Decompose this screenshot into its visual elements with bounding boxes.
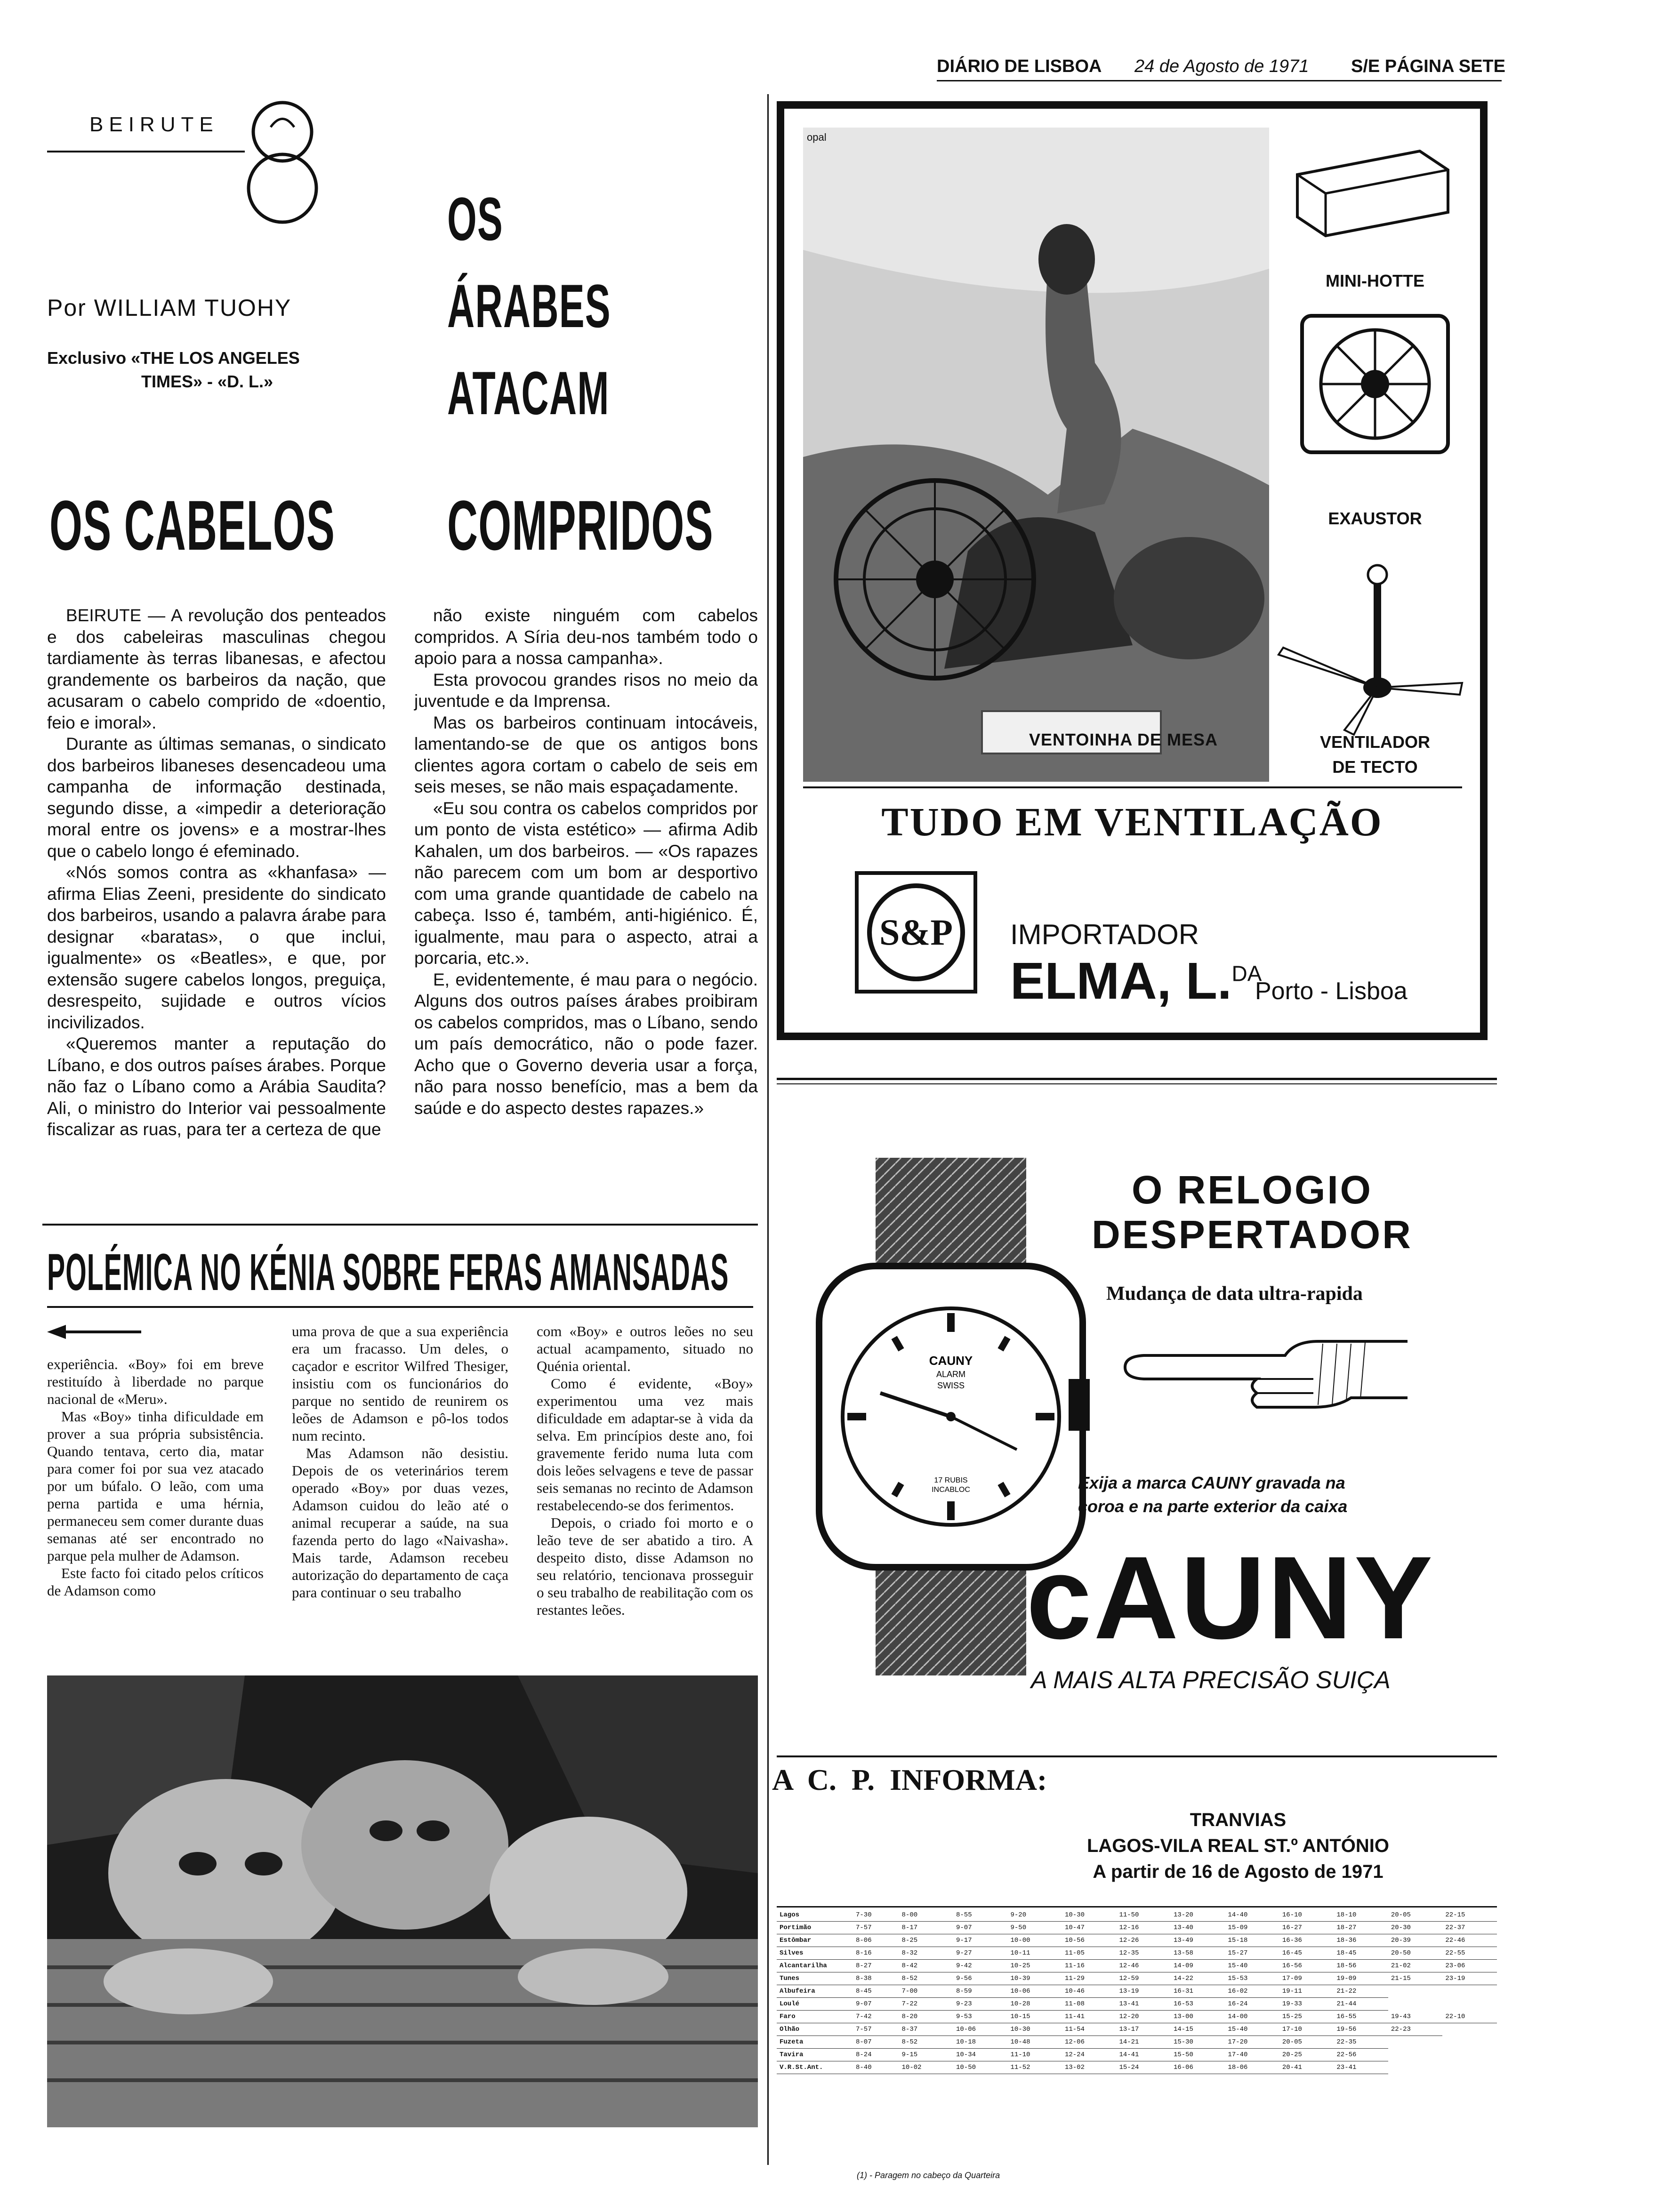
departure-time: 15-24 xyxy=(1116,2061,1170,2074)
paragraph: Como é evidente, «Boy» experimentou uma vez mais dificuldade em adaptar-se à vida da selva. Em princípios deste ano, foi gravemente ferido numa luta com dois leões selvagens e teve de passar seis semanas no recinto de Adamson restabelecendo-se dos ferimentos. xyxy=(537,1375,753,1514)
timetable-row xyxy=(777,2061,1497,2074)
departure-time: 10-39 xyxy=(1007,1972,1062,1985)
article1-column-2 xyxy=(414,605,758,1119)
headline-line-arabes: ÁRABES xyxy=(447,272,611,340)
departure-time: 8-06 xyxy=(853,1934,899,1947)
timetable-footnote: (1) - Paragem no cabeço da Quarteira xyxy=(857,2171,1000,2180)
departure-time: 7-57 xyxy=(853,2023,899,2036)
exaustor-icon xyxy=(1293,306,1457,462)
departure-time: 15-09 xyxy=(1225,1922,1279,1934)
departure-time: 14-21 xyxy=(1116,2036,1170,2049)
departure-time: 13-58 xyxy=(1171,1947,1225,1960)
timetable-grid xyxy=(777,1909,1497,2074)
paragraph: Mas os barbeiros continuam intocáveis, lamentando-se de que os antigos bons clientes agora cortam o cabelo de seis em seis meses, se não mais espaçadamente. xyxy=(414,713,758,796)
departure-time: 12-35 xyxy=(1116,1947,1170,1960)
headline-kenia: POLÉMICA NO KÉNIA SOBRE FERAS AMANSADAS xyxy=(47,1243,729,1301)
watch-instruction-1: Exija a marca CAUNY gravada na xyxy=(1078,1473,1345,1492)
departure-time: 19-33 xyxy=(1279,1998,1334,2011)
acp-line-date: A partir de 16 de Agosto de 1971 xyxy=(1093,1861,1384,1882)
departure-time: 10-11 xyxy=(1007,1947,1062,1960)
departure-time: 16-55 xyxy=(1334,2011,1388,2023)
departure-time: 7-00 xyxy=(899,1985,953,1998)
station-name: Loulé xyxy=(777,1998,853,2011)
paragraph: Durante as últimas semanas, o sindicato dos barbeiros libaneses desencadeou uma campanha de informação destinada, segundo disse, a «impedir a deterioração moral entre os jovens» e a mostrar-lhes que o cabelo longo é efeminado. xyxy=(47,734,386,861)
timetable-top-rule xyxy=(777,1906,1497,1907)
importer-label: IMPORTADOR xyxy=(1010,919,1199,950)
cauny-tagline: A MAIS ALTA PRECISÃO SUIÇA xyxy=(1031,1667,1391,1694)
departure-time: 7-30 xyxy=(853,1909,899,1922)
issue-date: 24 de Agosto de 1971 xyxy=(1134,56,1309,76)
mini-hotte-icon xyxy=(1288,142,1457,240)
timetable-row xyxy=(777,2049,1497,2061)
departure-time: 9-50 xyxy=(1007,1922,1062,1934)
product-label-exaustor: EXAUSTOR xyxy=(1328,509,1422,528)
company-text: ELMA, L. xyxy=(1010,952,1232,1010)
departure-time: 8-45 xyxy=(853,1985,899,1998)
article2-column-3 xyxy=(537,1322,753,1619)
departure-time: 22-46 xyxy=(1442,1934,1497,1947)
headline-os-cabelos: OS CABELOS xyxy=(49,486,336,565)
station-name: Tavira xyxy=(777,2049,853,2061)
station-name: Olhão xyxy=(777,2023,853,2036)
departure-time: 12-59 xyxy=(1116,1972,1170,1985)
departure-time: 17-10 xyxy=(1279,2023,1334,2036)
departure-time: 19-56 xyxy=(1334,2023,1388,2036)
departure-time: 16-56 xyxy=(1279,1960,1334,1972)
departure-time: 21-15 xyxy=(1388,1972,1442,1985)
departure-time: 9-23 xyxy=(953,1998,1007,2011)
dial-line-rubis: 17 RUBIS xyxy=(934,1476,968,1484)
cauny-brand: cAUNY xyxy=(1026,1532,1435,1663)
product-label-ventilador: VENTILADOR xyxy=(1320,732,1430,752)
departure-time: 8-52 xyxy=(899,2036,953,2049)
paper-name: DIÁRIO DE LISBOA xyxy=(937,56,1102,76)
departure-time: 8-27 xyxy=(853,1960,899,1972)
departure-time: 10-30 xyxy=(1007,2023,1062,2036)
departure-time: 10-00 xyxy=(1007,1934,1062,1947)
timetable-row xyxy=(777,1922,1497,1934)
paragraph: Mas Adamson não desistiu. Depois de os veterinários terem operado «Boy» por duas vezes, Adamson cuidou do leão até o animal recuperar a saúde, na sua fazenda perto do lago «Naivasha». Mais tarde, Adamson recebeu autorização do departamento de caça para continuar o seu trabalho xyxy=(292,1445,508,1601)
departure-time: 11-52 xyxy=(1007,2061,1062,2074)
station-name: Tunes xyxy=(777,1972,853,1985)
dateline-rule xyxy=(47,151,245,152)
departure-time: 10-06 xyxy=(953,2023,1007,2036)
lion-cubs-photo xyxy=(47,1675,758,2127)
timetable-row xyxy=(777,1972,1497,1985)
departure-time: 13-19 xyxy=(1116,1985,1170,1998)
departure-time: 21-02 xyxy=(1388,1960,1442,1972)
right-column-rule-3 xyxy=(777,1755,1497,1757)
station-name: Albufeira xyxy=(777,1985,853,1998)
paragraph: Esta provocou grandes risos no meio da juventude e da Imprensa. xyxy=(414,670,758,711)
station-name: Alcantarilha xyxy=(777,1960,853,1972)
column-divider-main xyxy=(767,94,769,2165)
ad-slogan: TUDO EM VENTILAÇÃO xyxy=(881,799,1383,844)
departure-time: 22-23 xyxy=(1388,2023,1442,2036)
page-number: S/E PÁGINA SETE xyxy=(1351,56,1505,76)
departure-time: 11-08 xyxy=(1062,1998,1116,2011)
departure-time: 13-40 xyxy=(1171,1922,1225,1934)
paragraph: não existe ninguém com cabelos compridos. A Síria deu-nos também todo o apoio para a nossa campanha». xyxy=(414,606,758,668)
ad-photo-caption: VENTOINHA DE MESA xyxy=(1029,730,1218,749)
departure-time: 17-40 xyxy=(1225,2049,1279,2061)
acp-line-tranvias: TRANVIAS xyxy=(1190,1810,1287,1830)
timetable-row xyxy=(777,1985,1497,1998)
departure-time: 18-27 xyxy=(1334,1922,1388,1934)
station-name: Silves xyxy=(777,1947,853,1960)
departure-time: 8-55 xyxy=(953,1909,1007,1922)
article2-column-1 xyxy=(47,1355,264,1599)
departure-time: 8-42 xyxy=(899,1960,953,1972)
station-name: Portimão xyxy=(777,1922,853,1934)
departure-time: 11-16 xyxy=(1062,1960,1116,1972)
timetable-row xyxy=(777,1947,1497,1960)
departure-time: 16-02 xyxy=(1225,1985,1279,1998)
departure-time: 8-37 xyxy=(899,2023,953,2036)
departure-time: 11-10 xyxy=(1007,2049,1062,2061)
exclusive-line-2: TIMES» - «D. L.» xyxy=(141,372,273,391)
departure-time: 18-56 xyxy=(1334,1960,1388,1972)
departure-time: 8-17 xyxy=(899,1922,953,1934)
watch-instruction-2: coroa e na parte exterior da caixa xyxy=(1078,1497,1348,1516)
departure-time: 16-45 xyxy=(1279,1947,1334,1960)
departure-time: 10-15 xyxy=(1007,2011,1062,2023)
departure-time: 15-25 xyxy=(1279,2011,1334,2023)
departure-time: 9-53 xyxy=(953,2011,1007,2023)
paragraph: «Nós somos contra as «khanfasa» — afirma Elias Zeeni, presidente do sindicato dos barbeiros, usando a palavra árabe para designar «baratas», o que inclui, igualmente» os «Beatles», e que, por extensão sugere cabelos longos, preguiça, desrespeito, sujidade e outros vícios incivilizados. xyxy=(47,863,386,1032)
departure-time: 14-00 xyxy=(1225,2011,1279,2023)
watch-title-2: DESPERTADOR xyxy=(1092,1212,1413,1257)
departure-time: 14-41 xyxy=(1116,2049,1170,2061)
departure-time: 11-50 xyxy=(1116,1909,1170,1922)
acp-line-route: LAGOS-VILA REAL ST.º ANTÓNIO xyxy=(1086,1835,1390,1856)
departure-time: 22-37 xyxy=(1442,1922,1497,1934)
departure-time: 13-20 xyxy=(1171,1909,1225,1922)
departure-time: 19-11 xyxy=(1279,1985,1334,1998)
ad-photo-woman-fan xyxy=(803,128,1269,782)
departure-time: 20-25 xyxy=(1279,2049,1334,2061)
product-label-de-tecto: DE TECTO xyxy=(1332,757,1418,777)
departure-time: 18-45 xyxy=(1334,1947,1388,1960)
exclusive-line-1: Exclusivo «THE LOS ANGELES xyxy=(47,348,300,368)
departure-time: 18-06 xyxy=(1225,2061,1279,2074)
departure-time: 10-25 xyxy=(1007,1960,1062,1972)
departure-time: 21-22 xyxy=(1334,1985,1388,1998)
article2-column-2 xyxy=(292,1322,508,1601)
departure-time: 21-44 xyxy=(1334,1998,1388,2011)
paragraph: uma prova de que a sua experiência era um fracasso. Um deles, o caçador e escritor Wilfred Thesiger, insistiu com os funcionários do parque no sentido de reunirem os leões de Adamson e pô-los todos num recinto. xyxy=(292,1323,508,1444)
ceiling-fan-icon xyxy=(1269,561,1467,739)
dateline-text: BEIRUTE xyxy=(89,113,219,136)
departure-time: 18-10 xyxy=(1334,1909,1388,1922)
paragraph: Este facto foi citado pelos críticos de Adamson como xyxy=(47,1565,264,1599)
departure-time: 23-41 xyxy=(1334,2061,1388,2074)
departure-time: 10-06 xyxy=(1007,1985,1062,1998)
headline-line-atacam: ATACAM xyxy=(447,359,610,427)
departure-time: 13-17 xyxy=(1116,2023,1170,2036)
pointing-hand-icon xyxy=(1116,1322,1408,1417)
sp-logo-circle xyxy=(867,883,965,981)
departure-time: 16-06 xyxy=(1171,2061,1225,2074)
headline-underline xyxy=(47,1306,753,1308)
departure-time: 10-18 xyxy=(953,2036,1007,2049)
departure-time: 8-25 xyxy=(899,1934,953,1947)
station-name: Lagos xyxy=(777,1909,853,1922)
departure-time: 9-20 xyxy=(1007,1909,1062,1922)
sp-logo-text: S&P xyxy=(879,912,953,953)
departure-time: 12-06 xyxy=(1062,2036,1116,2049)
departure-time: 13-00 xyxy=(1171,2011,1225,2023)
departure-time: 16-31 xyxy=(1171,1985,1225,1998)
departure-time: 10-02 xyxy=(899,2061,953,2074)
sp-logo-box xyxy=(855,871,977,994)
departure-time: 22-15 xyxy=(1442,1909,1497,1922)
departure-time: 8-52 xyxy=(899,1972,953,1985)
departure-time: 22-56 xyxy=(1334,2049,1388,2061)
departure-time: 8-07 xyxy=(853,2036,899,2049)
ad-corner-label: opal xyxy=(807,131,827,143)
station-name: Estômbar xyxy=(777,1934,853,1947)
departure-time: 8-20 xyxy=(899,2011,953,2023)
right-column-rule-1 xyxy=(777,1078,1497,1080)
watch-title-1: O RELOGIO xyxy=(1131,1168,1373,1212)
departure-time: 16-27 xyxy=(1279,1922,1334,1934)
departure-time: 20-05 xyxy=(1279,2036,1334,2049)
departure-time: 22-35 xyxy=(1334,2036,1388,2049)
ventilation-ad xyxy=(777,101,1488,1040)
timetable-row xyxy=(777,2023,1497,2036)
station-name: V.R.St.Ant. xyxy=(777,2061,853,2074)
watch-subtitle: Mudança de data ultra-rapida xyxy=(1106,1283,1363,1305)
departure-time: 7-42 xyxy=(853,2011,899,2023)
timetable-row xyxy=(777,1934,1497,1947)
departure-time: 15-30 xyxy=(1171,2036,1225,2049)
departure-time: 23-06 xyxy=(1442,1960,1497,1972)
right-column-rule-2 xyxy=(777,1083,1497,1084)
departure-time: 20-39 xyxy=(1388,1934,1442,1947)
departure-time: 19-43 xyxy=(1388,2011,1442,2023)
section-emblem xyxy=(245,94,320,226)
dial-line-incabloc: INCABLOC xyxy=(932,1486,970,1494)
departure-time: 9-07 xyxy=(953,1922,1007,1934)
paragraph: Depois, o criado foi morto e o leão teve de ser abatido a tiro. A despeito disto, disse Adamson no seu relatório, tencionava prosseguir o seu trabalho de reabilitação com os restantes leões. xyxy=(537,1515,753,1618)
company-name xyxy=(1010,951,1262,1011)
departure-time: 17-20 xyxy=(1225,2036,1279,2049)
station-name: Fuzeta xyxy=(777,2036,853,2049)
paragraph: BEIRUTE — A revolução dos penteados e dos cabeleiras masculinas chegou tardiamente às terras libanesas, e afectou grandemente os barbeiros da nação, que acusaram o cabelo comprido de «doentio, feio e imoral». xyxy=(47,606,386,732)
departure-time: 7-57 xyxy=(853,1922,899,1934)
dateline-beirute xyxy=(47,113,245,155)
departure-time: 20-50 xyxy=(1388,1947,1442,1960)
departure-time: 15-40 xyxy=(1225,1960,1279,1972)
departure-time: 8-00 xyxy=(899,1909,953,1922)
departure-time: 9-56 xyxy=(953,1972,1007,1985)
departure-time: 10-46 xyxy=(1062,1985,1116,1998)
departure-time: 10-34 xyxy=(953,2049,1007,2061)
company-suffix: DA xyxy=(1231,961,1262,986)
departure-time: 15-40 xyxy=(1225,2023,1279,2036)
departure-time: 20-05 xyxy=(1388,1909,1442,1922)
headline-line-os: OS xyxy=(447,184,503,253)
departure-time: 17-09 xyxy=(1279,1972,1334,1985)
departure-time: 11-05 xyxy=(1062,1947,1116,1960)
departure-time: 12-46 xyxy=(1116,1960,1170,1972)
paragraph: «Queremos manter a reputação do Líbano, e dos outros países árabes. Porque não faz o Líbano como a Arábia Saudita? Ali, o ministro do Interior vai pessoalmente fiscalizar as ruas, para ter a certeza de que xyxy=(47,1034,386,1139)
headline-stack xyxy=(447,184,777,428)
departure-time: 16-24 xyxy=(1225,1998,1279,2011)
header-rule xyxy=(937,80,1502,81)
dial-brand: CAUNY xyxy=(929,1354,973,1368)
departure-time: 8-16 xyxy=(853,1947,899,1960)
paragraph: com «Boy» e outros leões no seu actual acampamento, situado no Quénia oriental. xyxy=(537,1323,753,1374)
timetable-row xyxy=(777,1960,1497,1972)
arrow-left-icon xyxy=(47,1322,141,1341)
departure-time: 10-30 xyxy=(1062,1909,1116,1922)
departure-time: 8-40 xyxy=(853,2061,899,2074)
headline-compridos: COMPRIDOS xyxy=(447,486,714,565)
departure-time: 11-29 xyxy=(1062,1972,1116,1985)
article1-column-1 xyxy=(47,605,386,1140)
dial-line-alarm: ALARM xyxy=(936,1370,966,1379)
dial-line-swiss: SWISS xyxy=(937,1381,965,1390)
departure-time: 11-41 xyxy=(1062,2011,1116,2023)
paragraph: experiência. «Boy» foi em breve restituído à liberdade no parque nacional de «Meru». xyxy=(47,1356,264,1407)
departure-time: 23-19 xyxy=(1442,1972,1497,1985)
departure-time: 14-09 xyxy=(1171,1960,1225,1972)
departure-time: 22-10 xyxy=(1442,2011,1497,2023)
departure-time: 13-02 xyxy=(1062,2061,1116,2074)
departure-time: 18-36 xyxy=(1334,1934,1388,1947)
departure-time: 14-15 xyxy=(1171,2023,1225,2036)
departure-time: 22-55 xyxy=(1442,1947,1497,1960)
ad-inner-rule xyxy=(803,786,1462,788)
company-cities: Porto - Lisboa xyxy=(1255,978,1408,1005)
departure-time: 12-26 xyxy=(1116,1934,1170,1947)
departure-time: 9-15 xyxy=(899,2049,953,2061)
departure-time: 9-42 xyxy=(953,1960,1007,1972)
departure-time: 11-54 xyxy=(1062,2023,1116,2036)
departure-time: 12-16 xyxy=(1116,1922,1170,1934)
departure-time: 14-22 xyxy=(1171,1972,1225,1985)
departure-time: 16-36 xyxy=(1279,1934,1334,1947)
timetable-row xyxy=(777,1998,1497,2011)
product-label-mini-hotte: MINI-HOTTE xyxy=(1326,271,1424,290)
byline: Por WILLIAM TUOHY xyxy=(47,295,292,321)
article-divider xyxy=(42,1224,758,1226)
departure-time: 15-53 xyxy=(1225,1972,1279,1985)
departure-time: 15-50 xyxy=(1171,2049,1225,2061)
departure-time: 8-24 xyxy=(853,2049,899,2061)
departure-time: 10-47 xyxy=(1062,1922,1116,1934)
departure-time: 10-28 xyxy=(1007,1998,1062,2011)
departure-time: 13-41 xyxy=(1116,1998,1170,2011)
departure-time: 16-10 xyxy=(1279,1909,1334,1922)
timetable-row xyxy=(777,1909,1497,1922)
departure-time: 8-38 xyxy=(853,1972,899,1985)
departure-time: 10-56 xyxy=(1062,1934,1116,1947)
departure-time: 15-18 xyxy=(1225,1934,1279,1947)
departure-time: 7-22 xyxy=(899,1998,953,2011)
departure-time: 20-41 xyxy=(1279,2061,1334,2074)
departure-time: 9-17 xyxy=(953,1934,1007,1947)
departure-time: 13-49 xyxy=(1171,1934,1225,1947)
departure-time: 20-30 xyxy=(1388,1922,1442,1934)
paragraph: E, evidentemente, é mau para o negócio. Alguns dos outros países árabes proibiram os cabelos compridos, mas o Líbano, sendo um país democrático, não o pode fazer. Acho que o Governo deveria usar a força, não para nosso benefício, mas a bem da saúde e do aspecto destes rapazes.» xyxy=(414,970,758,1118)
station-name: Faro xyxy=(777,2011,853,2023)
departure-time: 9-07 xyxy=(853,1998,899,2011)
paragraph: «Eu sou contra os cabelos compridos por um ponto de vista estético» — afirma Adib Kahalen, um dos barbeiros. — «Os rapazes não parecem com um bom ar desportivo com uma grande quantidade de cabelo na cabeça. Isso é, também, anti-higiénico. É, igualmente, mau para o aspecto, atrai a porcaria, etc.». xyxy=(414,798,758,968)
departure-time: 9-27 xyxy=(953,1947,1007,1960)
timetable-row xyxy=(777,2036,1497,2049)
departure-time: 14-40 xyxy=(1225,1909,1279,1922)
departure-time: 10-48 xyxy=(1007,2036,1062,2049)
departure-time: 8-59 xyxy=(953,1985,1007,1998)
timetable-row xyxy=(777,2011,1497,2023)
paragraph: Mas «Boy» tinha dificuldade em prover a sua própria subsistência. Quando tentava, certo dia, matar para comer foi por sua vez atacado por um búfalo. O leão, com uma perna partida e uma hérnia, permaneceu sem comer durante duas semanas até ser encontrado no parque pela mulher de Adamson. xyxy=(47,1408,264,1564)
departure-time: 12-24 xyxy=(1062,2049,1116,2061)
departure-time: 19-09 xyxy=(1334,1972,1388,1985)
departure-time: 8-32 xyxy=(899,1947,953,1960)
departure-time: 12-20 xyxy=(1116,2011,1170,2023)
departure-time: 10-50 xyxy=(953,2061,1007,2074)
departure-time: 15-27 xyxy=(1225,1947,1279,1960)
departure-time: 16-53 xyxy=(1171,1998,1225,2011)
acp-title: A C. P. INFORMA: xyxy=(772,1763,1047,1796)
